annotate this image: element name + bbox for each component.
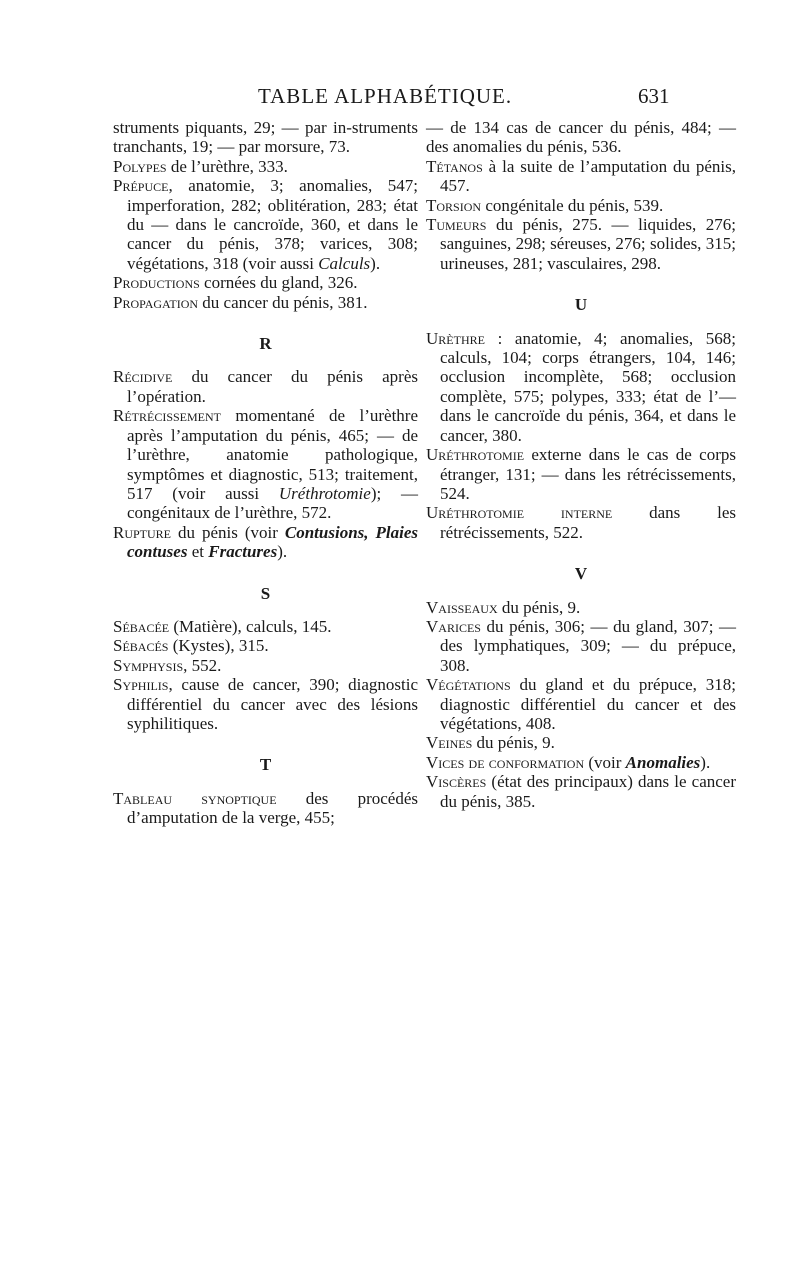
index-entry [426, 733, 736, 752]
entry-crossref: Fractures [208, 542, 278, 562]
index-entry [426, 196, 736, 215]
entry-crossref: Calculs [318, 253, 371, 273]
entry-crossref: Uréthrotomie [278, 483, 371, 503]
entry-text: ); — congénitaux de l’urèthre, 572. [127, 483, 418, 523]
entry-text: ). [370, 253, 381, 273]
entry-head: Vices de conformation [426, 752, 585, 772]
entry-head: Veines [426, 733, 473, 753]
entry-text: : anatomie, 4; anomalies, 568; calculs, 104; corps étrangers, 104, 146; occlusion incomplète, 568; occlusion complète, 575; polypes, 333; état de l’— dans le cancroïde du pénis, 364, et dans le cancer, 380. [440, 328, 736, 445]
entry-head: Sébacée [113, 616, 170, 636]
entry-text: (Matière), calculs, 145. [169, 616, 332, 636]
entry-head: Productions [113, 273, 200, 293]
entry-text: struments piquants, 29; — par in-struments tranchants, 19; — par morsure, 73. [113, 118, 418, 157]
entry-head: Sébacés [113, 636, 169, 656]
entry-head: Tétanos [426, 156, 483, 176]
index-entry [113, 789, 418, 828]
entry-text: du pénis, 9. [497, 597, 581, 617]
index-entry [426, 617, 736, 675]
index-entry [113, 617, 418, 636]
index-entry [113, 367, 418, 406]
entry-text: du cancer du pénis après l’opération. [127, 367, 418, 406]
entry-head: Tumeurs [426, 215, 487, 235]
entry-head: Viscères [426, 772, 487, 792]
index-entry [426, 753, 736, 772]
right-column [426, 118, 736, 811]
entry-text: du pénis, 275. — liquides, 276; sanguines, 298; séreuses, 276; solides, 315; urineuses, 281; vasculaires, 298. [440, 215, 736, 273]
entry-text: — de 134 cas de cancer du pénis, 484; — des anomalies du pénis, 536. [426, 118, 736, 157]
entry-head: Urèthre [426, 328, 485, 348]
entry-text: (état des principaux) dans le cancer du pénis, 385. [440, 772, 736, 811]
entry-text: externe dans le cas de corps étranger, 131; — dans les rétrécissements, 524. [440, 445, 736, 503]
entry-text: de l’urèthre, 333. [166, 156, 288, 176]
entry-text: du pénis, 306; — du gland, 307; — des lymphatiques, 309; — du prépuce, 308. [440, 616, 736, 675]
section-letter: S [260, 583, 271, 603]
index-entry [426, 329, 736, 445]
index-entry [426, 157, 736, 196]
entry-head: Végétations [426, 675, 511, 695]
entry-head: Propagation [113, 292, 199, 312]
entry-text: (Kystes), 315. [168, 636, 269, 656]
index-entry [426, 675, 736, 733]
entry-text: du pénis, 9. [472, 733, 555, 753]
entry-text: (voir [584, 752, 626, 772]
index-entry [113, 273, 418, 292]
entry-head: Polypes [113, 156, 167, 176]
index-entry [113, 636, 418, 655]
entry-head: Vaisseaux [426, 597, 498, 617]
page-header [0, 84, 800, 114]
index-entry [426, 445, 736, 503]
entry-text: , anatomie, 3; anomalies, 547; imperforation, 282; oblitération, 283; état du — dans le cancroïde, 360, et dans le cancer du pénis, 378; varices, 308; végétations, 318 (voir aussi [127, 176, 418, 273]
section-letter: R [259, 334, 272, 354]
section-letter: U [574, 295, 588, 315]
entry-head: Prépuce [113, 176, 169, 196]
section-letter: V [574, 564, 588, 584]
entry-text: des procédés d’amputation de la verge, 455; [127, 788, 418, 828]
entry-text: du gland et du prépuce, 318; diagnostic différentiel du cancer et des végétations, 408. [440, 675, 736, 733]
index-entry [113, 406, 418, 522]
entry-head: Varices [426, 616, 481, 636]
entry-head: Rétrécissement [113, 406, 222, 426]
entry-text: à la suite de l’amputation du pénis, 457. [440, 156, 736, 196]
entry-text: du cancer du pénis, 381. [198, 292, 368, 312]
index-entry [426, 503, 736, 542]
index-entry [113, 675, 418, 733]
index-entry [113, 157, 418, 176]
entry-crossref: Contusions, Plaies contuses [127, 522, 418, 562]
section-letter: T [259, 755, 272, 775]
entry-text: ). [277, 542, 288, 562]
entry-text: dans les rétrécissements, 522. [440, 503, 736, 542]
index-entry [113, 293, 418, 312]
entry-text: , 552. [183, 655, 222, 675]
entry-head: Récidive [113, 367, 173, 387]
entry-text: cornées du gland, 326. [199, 273, 358, 293]
entry-head: Syphilis [113, 675, 169, 695]
entry-head: Tableau synoptique [113, 788, 277, 808]
entry-head: Symphysis [113, 655, 184, 675]
entry-text: et [187, 542, 209, 562]
index-entry [426, 598, 736, 617]
index-entry [113, 176, 418, 273]
entry-head: Rupture [113, 522, 172, 542]
index-entry [426, 215, 736, 273]
index-entry-continuation [113, 118, 418, 157]
index-entry-continuation [426, 118, 736, 157]
index-entry [113, 523, 418, 562]
entry-text: momentané de l’urèthre après l’amputation du pénis, 465; — de l’urèthre, anatomie pathologique, symptômes et diagnostic, 513; traitement, 517 (voir aussi [127, 406, 418, 503]
index-entry [113, 656, 418, 675]
entry-text: du pénis (voir [171, 522, 285, 542]
entry-head: Uréthrotomie interne [426, 503, 613, 523]
index-entry [426, 772, 736, 811]
entry-head: Uréthrotomie [426, 445, 525, 465]
entry-head: Torsion [426, 195, 482, 215]
entry-text: congénitale du pénis, 539. [481, 195, 664, 215]
entry-text: , cause de cancer, 390; diagnostic différentiel du cancer avec des lésions syphilitiques. [127, 675, 418, 733]
left-column [113, 118, 418, 828]
running-title: TABLE ALPHABÉTIQUE. [258, 84, 513, 108]
page-number: 631 [638, 84, 670, 108]
entry-text: ). [700, 752, 711, 772]
entry-crossref: Anomalies [625, 752, 701, 772]
